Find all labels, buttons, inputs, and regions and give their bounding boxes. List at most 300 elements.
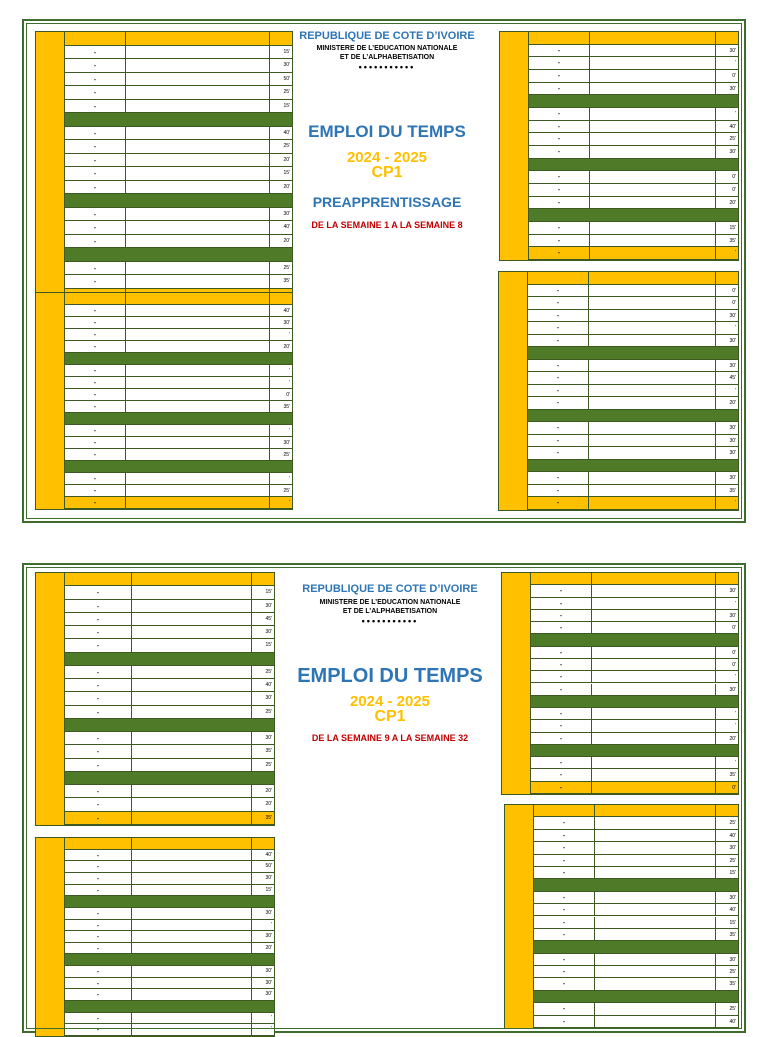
duration-cell: 20' bbox=[265, 801, 272, 808]
table-row bbox=[65, 679, 274, 692]
table-row bbox=[65, 885, 274, 897]
table-row bbox=[534, 1016, 738, 1028]
table-row bbox=[528, 310, 738, 323]
duration-cell: 45' bbox=[265, 615, 272, 622]
duration-cell: 40' bbox=[729, 123, 736, 130]
activity-cell: - bbox=[65, 365, 126, 376]
duration-cell: 30' bbox=[729, 686, 736, 693]
subject-cell bbox=[131, 759, 252, 771]
activity-cell bbox=[65, 573, 132, 585]
subject-cell bbox=[125, 497, 270, 508]
break-row bbox=[534, 879, 738, 891]
timetable-page-1 bbox=[22, 19, 746, 523]
activity-cell: - bbox=[534, 917, 595, 928]
day-column bbox=[36, 32, 65, 302]
break-row bbox=[65, 194, 292, 208]
break-row bbox=[528, 410, 738, 423]
activity-cell: - bbox=[534, 978, 595, 989]
table-row bbox=[65, 100, 292, 114]
duration-cell bbox=[252, 838, 274, 849]
duration-cell: 25' bbox=[729, 820, 736, 827]
activity-cell: - bbox=[531, 622, 592, 633]
table-row bbox=[531, 733, 738, 745]
subject-cell bbox=[591, 659, 716, 670]
activity-cell: - bbox=[531, 647, 592, 658]
subject-cell bbox=[594, 830, 716, 841]
timetable-block bbox=[35, 572, 275, 826]
subject-cell bbox=[131, 812, 252, 824]
republic-title: REPUBLIQUE DE COTE D’IVOIRE bbox=[299, 30, 475, 42]
subject-cell bbox=[594, 817, 716, 828]
table-header-row bbox=[65, 838, 274, 850]
subject-cell bbox=[594, 855, 716, 866]
ministry-line-1: MINISTERE DE L’EDUCATION NATIONALE bbox=[319, 599, 461, 606]
break-row bbox=[65, 461, 292, 473]
duration-cell: 0' bbox=[732, 287, 736, 294]
activity-cell: - bbox=[65, 275, 126, 288]
republic-title: REPUBLIQUE DE COTE D’IVOIRE bbox=[302, 583, 478, 595]
duration-cell: 0' bbox=[732, 73, 736, 79]
subject-cell bbox=[594, 1003, 716, 1014]
activity-cell: - bbox=[65, 262, 126, 275]
activity-cell: - bbox=[65, 908, 132, 919]
table-row bbox=[529, 108, 738, 121]
table-row bbox=[65, 920, 274, 932]
break-row bbox=[531, 634, 738, 646]
subject-cell bbox=[589, 235, 716, 247]
activity-cell: - bbox=[65, 666, 132, 678]
activity-cell: - bbox=[65, 154, 126, 167]
highlight-row bbox=[529, 247, 738, 260]
subject-cell bbox=[131, 732, 252, 744]
activity-cell: - bbox=[528, 310, 589, 322]
break-row bbox=[534, 941, 738, 953]
activity-cell: - bbox=[65, 785, 132, 797]
duration-cell: 35' bbox=[729, 237, 736, 244]
activity-cell: - bbox=[534, 929, 595, 940]
table-row bbox=[529, 57, 738, 70]
subject-cell bbox=[589, 197, 716, 209]
phase-title: PREAPPRENTISSAGE bbox=[312, 194, 462, 210]
duration-cell: 50' bbox=[265, 863, 272, 870]
duration-cell: ' bbox=[289, 368, 290, 374]
duration-cell: 30' bbox=[729, 337, 736, 344]
duration-cell: 30' bbox=[265, 991, 272, 998]
table-row bbox=[531, 659, 738, 671]
highlight-row bbox=[65, 497, 292, 509]
table-row bbox=[65, 850, 274, 862]
activity-cell: - bbox=[65, 86, 126, 99]
subject-cell bbox=[131, 798, 252, 810]
activity-cell: - bbox=[534, 817, 595, 828]
duration-cell: ' bbox=[289, 380, 290, 386]
activity-cell bbox=[529, 32, 590, 44]
subject-cell bbox=[594, 867, 716, 878]
table-row bbox=[65, 873, 274, 885]
duration-cell: 30' bbox=[265, 933, 272, 940]
activity-cell: - bbox=[528, 497, 589, 509]
duration-cell: 0' bbox=[732, 784, 736, 791]
subject-cell bbox=[589, 133, 716, 145]
timetable-block bbox=[501, 572, 739, 795]
break-row bbox=[65, 772, 274, 785]
subject-cell bbox=[125, 208, 270, 221]
subject-cell bbox=[131, 626, 252, 638]
table-row bbox=[529, 83, 738, 96]
table-row bbox=[528, 397, 738, 410]
duration-cell: 30' bbox=[265, 968, 272, 975]
subject-cell bbox=[131, 600, 252, 612]
break-row bbox=[528, 460, 738, 473]
subject-cell bbox=[125, 437, 270, 448]
subject-cell bbox=[588, 322, 716, 334]
subject-cell bbox=[125, 127, 270, 140]
subject-cell bbox=[125, 86, 270, 99]
subject-cell bbox=[591, 598, 716, 609]
timetable-title: EMPLOI DU TEMPS bbox=[308, 122, 466, 141]
duration-cell: 15' bbox=[283, 102, 290, 109]
activity-cell: - bbox=[65, 639, 132, 651]
duration-cell: 30' bbox=[729, 85, 736, 92]
activity-cell: - bbox=[65, 59, 126, 72]
duration-cell: 15' bbox=[729, 869, 736, 876]
activity-cell: - bbox=[529, 83, 590, 95]
duration-cell: ' bbox=[289, 500, 290, 506]
table-row bbox=[65, 437, 292, 449]
duration-cell: 35' bbox=[283, 404, 290, 410]
activity-cell: - bbox=[531, 585, 592, 596]
timetable-block bbox=[498, 271, 739, 511]
table-row bbox=[65, 785, 274, 798]
subject-cell bbox=[589, 108, 716, 120]
duration-cell: 25' bbox=[283, 264, 290, 271]
activity-cell: - bbox=[65, 966, 132, 977]
duration-cell: 40' bbox=[729, 1018, 736, 1025]
activity-cell: - bbox=[65, 812, 132, 824]
day-column bbox=[505, 805, 534, 1028]
subject-cell bbox=[125, 365, 270, 376]
day-column bbox=[36, 573, 65, 825]
duration-cell: ' bbox=[289, 428, 290, 434]
subject-cell bbox=[131, 706, 252, 718]
table-row bbox=[534, 842, 738, 854]
header-block bbox=[277, 583, 503, 626]
activity-cell: - bbox=[531, 671, 592, 682]
table-row bbox=[65, 275, 292, 289]
table-row bbox=[65, 966, 274, 978]
table-row bbox=[65, 692, 274, 705]
break-row bbox=[529, 159, 738, 172]
table-row bbox=[65, 706, 274, 719]
break-row bbox=[529, 95, 738, 108]
activity-cell: - bbox=[534, 1003, 595, 1014]
subject-cell bbox=[125, 235, 270, 248]
subject-cell bbox=[125, 317, 270, 328]
table-row bbox=[65, 401, 292, 413]
duration-cell: 30' bbox=[729, 894, 736, 901]
activity-cell: - bbox=[529, 247, 590, 259]
subject-cell bbox=[594, 954, 716, 965]
subject-cell bbox=[131, 573, 252, 585]
activity-cell: - bbox=[531, 610, 592, 621]
subject-cell bbox=[125, 275, 270, 288]
day-column bbox=[36, 293, 65, 509]
subject-cell bbox=[588, 435, 716, 447]
table-header-row bbox=[531, 573, 738, 585]
activity-cell: - bbox=[65, 140, 126, 153]
table-row bbox=[65, 626, 274, 639]
subject-cell bbox=[588, 497, 716, 509]
duration-cell: 40' bbox=[283, 224, 290, 230]
table-row bbox=[528, 435, 738, 448]
duration-cell: 30' bbox=[729, 362, 736, 369]
day-column bbox=[500, 32, 529, 260]
subject-cell bbox=[125, 167, 270, 180]
subject-cell bbox=[588, 372, 716, 384]
table-row bbox=[65, 140, 292, 154]
duration-cell: 15' bbox=[283, 48, 290, 55]
table-row bbox=[65, 600, 274, 613]
activity-cell: - bbox=[65, 341, 126, 352]
activity-cell: - bbox=[529, 184, 590, 196]
duration-cell: 25' bbox=[283, 452, 290, 458]
activity-cell: - bbox=[65, 449, 126, 460]
duration-cell: 25' bbox=[265, 668, 272, 675]
activity-cell: - bbox=[531, 782, 592, 793]
subject-cell bbox=[131, 692, 252, 704]
subject-cell bbox=[125, 46, 270, 59]
subject-cell bbox=[591, 782, 716, 793]
subject-cell bbox=[131, 943, 252, 954]
duration-cell: 35' bbox=[265, 814, 272, 821]
activity-cell: - bbox=[534, 830, 595, 841]
break-row bbox=[65, 954, 274, 966]
activity-cell: - bbox=[528, 447, 589, 459]
duration-cell: ' bbox=[271, 1026, 272, 1033]
table-row bbox=[534, 978, 738, 990]
activity-cell: - bbox=[65, 600, 132, 612]
duration-cell: 20' bbox=[283, 183, 290, 190]
table-row bbox=[528, 335, 738, 348]
activity-cell: - bbox=[531, 733, 592, 744]
timetable-rows bbox=[531, 573, 738, 794]
table-row bbox=[534, 917, 738, 929]
activity-cell: - bbox=[529, 197, 590, 209]
subject-cell bbox=[589, 83, 716, 95]
subject-cell bbox=[588, 485, 716, 497]
table-row bbox=[534, 929, 738, 941]
subject-cell bbox=[594, 917, 716, 928]
activity-cell bbox=[65, 293, 126, 304]
duration-cell: 30' bbox=[265, 735, 272, 742]
duration-cell: 20' bbox=[283, 344, 290, 350]
activity-cell: - bbox=[65, 377, 126, 388]
table-row bbox=[65, 377, 292, 389]
activity-cell: - bbox=[65, 437, 126, 448]
duration-cell: 50' bbox=[283, 75, 290, 82]
duration-cell: 25' bbox=[283, 488, 290, 494]
table-row bbox=[529, 171, 738, 184]
activity-cell: - bbox=[531, 720, 592, 731]
subject-cell bbox=[125, 293, 270, 304]
duration-cell: 15' bbox=[729, 225, 736, 231]
subject-cell bbox=[125, 425, 270, 436]
activity-cell: - bbox=[65, 613, 132, 625]
duration-cell: 30' bbox=[283, 210, 290, 217]
activity-cell: - bbox=[65, 978, 132, 989]
activity-cell: - bbox=[529, 121, 590, 133]
duration-cell: ' bbox=[735, 500, 736, 507]
duration-cell bbox=[716, 272, 738, 284]
activity-cell: - bbox=[65, 485, 126, 496]
activity-cell: - bbox=[65, 181, 126, 194]
duration-cell: 30' bbox=[265, 979, 272, 986]
table-row bbox=[534, 904, 738, 916]
class-name: CP1 bbox=[374, 708, 406, 725]
activity-cell: - bbox=[65, 208, 126, 221]
duration-cell: 30' bbox=[265, 909, 272, 916]
activity-cell: - bbox=[528, 335, 589, 347]
title-block bbox=[282, 122, 492, 230]
table-row bbox=[65, 46, 292, 60]
activity-cell: - bbox=[528, 435, 589, 447]
ministry-line-2: ET DE L’ALPHABETISATION bbox=[339, 54, 435, 61]
duration-cell: 25' bbox=[283, 89, 290, 95]
duration-cell: 0' bbox=[286, 392, 290, 398]
break-row bbox=[529, 209, 738, 222]
timetable-title: EMPLOI DU TEMPS bbox=[297, 665, 483, 687]
subject-cell bbox=[131, 679, 252, 691]
subject-cell bbox=[588, 310, 716, 322]
timetable-rows bbox=[529, 32, 738, 260]
duration-cell: 0' bbox=[732, 649, 736, 656]
table-row bbox=[65, 978, 274, 990]
subject-cell bbox=[125, 73, 270, 86]
activity-cell: - bbox=[529, 146, 590, 158]
school-year: 2024 - 2025 bbox=[346, 149, 428, 166]
activity-cell: - bbox=[528, 385, 589, 397]
weeks-range: DE LA SEMAINE 9 A LA SEMAINE 32 bbox=[311, 733, 469, 743]
duration-cell: 35' bbox=[729, 981, 736, 988]
subject-cell bbox=[594, 892, 716, 903]
subject-cell bbox=[131, 666, 252, 678]
table-row bbox=[529, 184, 738, 197]
activity-cell: - bbox=[65, 497, 126, 508]
subject-cell bbox=[125, 329, 270, 340]
table-row bbox=[65, 759, 274, 772]
duration-cell: 40' bbox=[729, 832, 736, 839]
table-header-row bbox=[528, 272, 738, 285]
table-header-row bbox=[529, 32, 738, 45]
activity-cell: - bbox=[65, 732, 132, 744]
activity-cell: - bbox=[65, 692, 132, 704]
table-row bbox=[65, 329, 292, 341]
subject-cell bbox=[125, 389, 270, 400]
duration-cell: 40' bbox=[729, 907, 736, 914]
activity-cell: - bbox=[65, 73, 126, 86]
duration-cell: 0' bbox=[732, 300, 736, 307]
table-row bbox=[534, 817, 738, 829]
activity-cell: - bbox=[65, 745, 132, 757]
table-row bbox=[65, 86, 292, 100]
table-row bbox=[531, 610, 738, 622]
subject-cell bbox=[131, 586, 252, 598]
subject-cell bbox=[591, 769, 716, 780]
table-row bbox=[65, 208, 292, 222]
timetable-page-2 bbox=[22, 563, 746, 1033]
duration-cell: 30' bbox=[729, 47, 736, 54]
activity-cell: - bbox=[534, 892, 595, 903]
subject-cell bbox=[591, 720, 716, 731]
table-row bbox=[65, 262, 292, 276]
duration-cell: ' bbox=[735, 723, 736, 730]
duration-cell: 25' bbox=[729, 1006, 736, 1013]
table-row bbox=[534, 954, 738, 966]
ministry-line-2: ET DE L’ALPHABETISATION bbox=[342, 608, 438, 615]
subject-cell bbox=[125, 485, 270, 496]
subject-cell bbox=[589, 32, 716, 44]
school-year: 2024 - 2025 bbox=[349, 693, 431, 710]
table-row bbox=[65, 613, 274, 626]
activity-cell bbox=[531, 573, 592, 584]
activity-cell: - bbox=[531, 757, 592, 768]
activity-cell: - bbox=[528, 360, 589, 372]
table-row bbox=[528, 372, 738, 385]
table-header-row bbox=[65, 32, 292, 46]
table-row bbox=[531, 757, 738, 769]
table-row bbox=[65, 1013, 274, 1025]
subject-cell bbox=[589, 57, 716, 69]
duration-cell bbox=[716, 32, 738, 44]
subject-cell bbox=[125, 401, 270, 412]
activity-cell: - bbox=[531, 598, 592, 609]
duration-cell bbox=[270, 293, 292, 304]
activity-cell: - bbox=[65, 1013, 132, 1024]
activity-cell: - bbox=[528, 397, 589, 409]
subject-cell bbox=[131, 613, 252, 625]
duration-cell: 35' bbox=[729, 931, 736, 938]
break-row bbox=[528, 347, 738, 360]
duration-cell: 20' bbox=[283, 237, 290, 244]
highlight-row bbox=[531, 782, 738, 794]
table-row bbox=[528, 422, 738, 435]
activity-cell: - bbox=[529, 235, 590, 247]
table-row bbox=[528, 360, 738, 373]
title-block bbox=[272, 665, 508, 743]
timetable-rows bbox=[65, 293, 292, 509]
activity-cell: - bbox=[65, 46, 126, 59]
table-row bbox=[65, 449, 292, 461]
subject-cell bbox=[125, 181, 270, 194]
activity-cell bbox=[528, 272, 589, 284]
activity-cell: - bbox=[528, 322, 589, 334]
subject-cell bbox=[588, 447, 716, 459]
table-row bbox=[531, 598, 738, 610]
subject-cell bbox=[131, 966, 252, 977]
duration-cell: 30' bbox=[729, 437, 736, 444]
activity-cell: - bbox=[534, 966, 595, 977]
duration-cell: ' bbox=[271, 921, 272, 928]
activity-cell: - bbox=[65, 329, 126, 340]
duration-cell: 35' bbox=[265, 748, 272, 755]
duration-cell: 25' bbox=[729, 136, 736, 143]
table-row bbox=[529, 45, 738, 58]
day-column bbox=[499, 272, 528, 510]
duration-cell: 30' bbox=[729, 425, 736, 432]
activity-cell: - bbox=[65, 1024, 132, 1035]
activity-cell: - bbox=[529, 108, 590, 120]
activity-cell: - bbox=[65, 305, 126, 316]
